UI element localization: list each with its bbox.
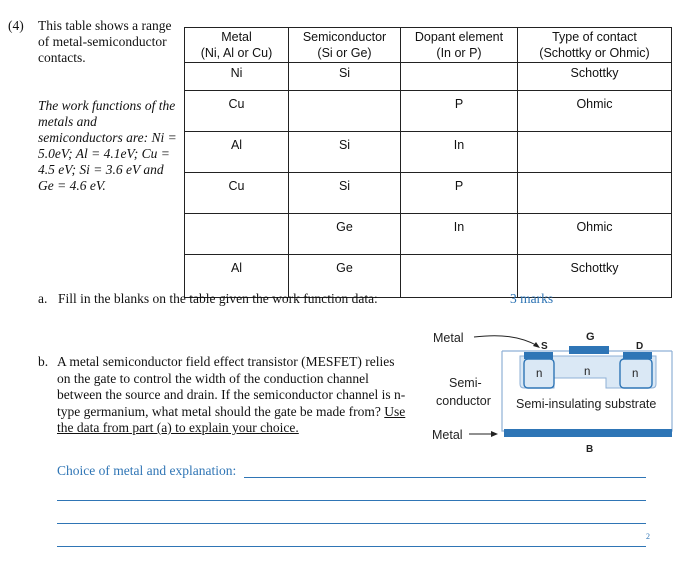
back-contact — [504, 429, 672, 437]
question-number: (4) — [8, 18, 24, 33]
table-cell: Cu — [185, 173, 289, 214]
marks-label: 3 marks — [510, 291, 554, 306]
table-cell: Ohmic — [518, 91, 672, 132]
table-cell: Si — [289, 132, 401, 173]
answer-line[interactable] — [57, 500, 646, 501]
table-cell: Al — [185, 255, 289, 298]
gate-label: G — [586, 331, 595, 343]
table-cell: Schottky — [518, 63, 672, 91]
table-cell: Ge — [289, 255, 401, 298]
answer-line[interactable] — [244, 477, 646, 478]
table-cell: Ohmic — [518, 214, 672, 255]
work-function-data: The work functions of the metals and semiconductors are: Ni = 5.0eV; Al = 4.1eV; Cu = 4.5 eV; Si = 3.6 eV and Ge = 4.6 eV. — [38, 98, 177, 193]
header-contact-type-text: Type of contact (Schottky or Ohmic) — [539, 30, 650, 60]
source-contact — [524, 352, 553, 359]
table-cell: In — [401, 214, 518, 255]
table-cell: P — [401, 91, 518, 132]
header-dopant-text: Dopant element (In or P) — [414, 30, 504, 60]
table-cell: P — [401, 173, 518, 214]
source-label: S — [541, 341, 548, 352]
answer-prompt: Choice of metal and explanation: — [57, 463, 237, 478]
arrow-head-icon — [491, 431, 498, 437]
n-label-drain: n — [632, 368, 639, 380]
drain-label: D — [636, 341, 644, 352]
table-cell: In — [401, 132, 518, 173]
semi-label-line1: Semi- — [449, 376, 482, 390]
metal-bottom-label: Metal — [432, 428, 463, 442]
metal-top-label: Metal — [433, 331, 464, 345]
part-b-underlined: Use the data from part (a) to explain your choice. — [57, 403, 406, 435]
body-label: B — [586, 444, 594, 455]
answer-line[interactable] — [57, 546, 646, 547]
page-number: 2 — [646, 532, 650, 541]
drain-contact — [623, 352, 652, 359]
table-cell: Si — [289, 63, 401, 91]
table-cell: Cu — [185, 91, 289, 132]
table-cell: Si — [289, 173, 401, 214]
header-semiconductor-text: Semiconductor (Si or Ge) — [302, 30, 387, 60]
part-a-text: Fill in the blanks on the table given the work function data: — [58, 291, 378, 306]
header-metal-text: Metal (Ni, Al or Cu) — [200, 30, 273, 60]
part-b-question: A metal semiconductor field effect transistor (MESFET) relies on the gate to control the width of the conduction channel between the source and drain. If the semiconductor channel is n-type germanium, what metal should the gate be made from? — [57, 354, 406, 419]
metal-top-arrow — [474, 336, 538, 346]
table-cell: Schottky — [518, 255, 672, 298]
n-label-source: n — [536, 368, 543, 380]
n-label-channel: n — [584, 366, 591, 378]
table-cell: Ge — [289, 214, 401, 255]
semi-label-line2: conductor — [436, 394, 491, 408]
answer-line[interactable] — [57, 523, 646, 524]
substrate-label: Semi-insulating substrate — [516, 397, 657, 411]
gate-contact — [569, 346, 609, 354]
arrow-head-icon — [533, 342, 540, 348]
table-cell: Ni — [185, 63, 289, 91]
question-intro: This table shows a range of metal-semiconductor contacts. — [38, 18, 172, 65]
part-b-label: b. — [38, 354, 49, 369]
part-a-label: a. — [38, 291, 48, 306]
table-cell: Al — [185, 132, 289, 173]
